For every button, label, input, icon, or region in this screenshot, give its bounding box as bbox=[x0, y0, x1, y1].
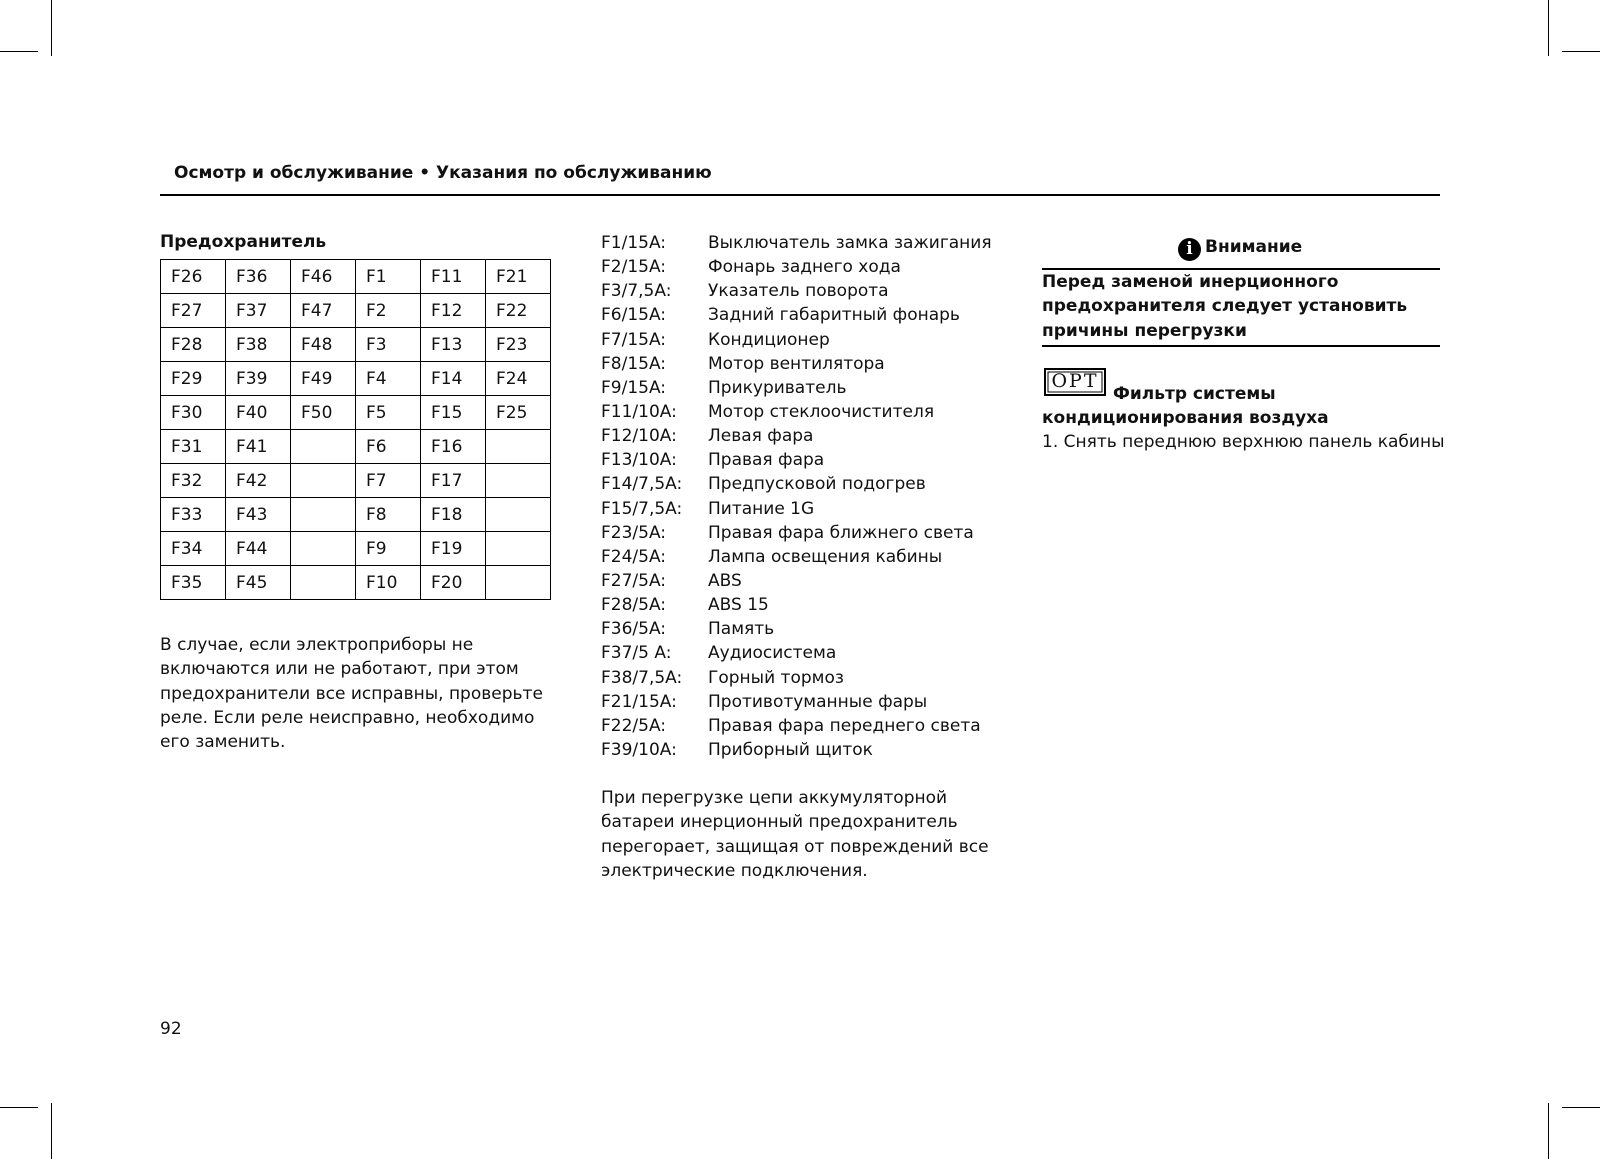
fuse-description: Правая фара ближнего света bbox=[708, 522, 974, 543]
fuse-code: F15/7,5A: bbox=[601, 498, 683, 519]
fuse-description: ABS 15 bbox=[708, 595, 769, 616]
fuse-cell: F3 bbox=[356, 328, 421, 362]
crop-mark bbox=[0, 51, 38, 52]
fuse-cell: F45 bbox=[226, 566, 291, 600]
table-row bbox=[161, 362, 551, 396]
fuse-cell: F12 bbox=[421, 294, 486, 328]
fuse-cell: F25 bbox=[486, 396, 551, 430]
crop-mark bbox=[1562, 51, 1600, 52]
fuse-cell: F15 bbox=[421, 396, 486, 430]
list-item bbox=[601, 593, 992, 617]
fuse-cell: F26 bbox=[161, 260, 226, 294]
fuse-cell: F7 bbox=[356, 464, 421, 498]
fuse-cell: F40 bbox=[226, 396, 291, 430]
list-item bbox=[601, 231, 992, 255]
crop-mark bbox=[1562, 1107, 1600, 1108]
overload-note: При перегрузке цепи аккумуляторной батареи инерционный предохранитель перегорает, защищая от повреждений все электрические подключения. bbox=[601, 788, 989, 881]
fuse-cell: F6 bbox=[356, 430, 421, 464]
fuse-description: Левая фара bbox=[708, 426, 814, 447]
fuse-description: Питание 1G bbox=[708, 498, 815, 519]
fuse-cell: F36 bbox=[226, 260, 291, 294]
list-item bbox=[601, 714, 992, 738]
fuse-cell: F9 bbox=[356, 532, 421, 566]
fuse-cell: F41 bbox=[226, 430, 291, 464]
fuse-cell: F29 bbox=[161, 362, 226, 396]
crop-mark bbox=[51, 0, 52, 56]
fuse-description: Указатель поворота bbox=[708, 281, 889, 302]
fuse-cell: F21 bbox=[486, 260, 551, 294]
fuse-description: Фонарь заднего хода bbox=[708, 257, 901, 278]
fuse-description: Лампа освещения кабины bbox=[708, 546, 943, 567]
fuse-code: F39/10A: bbox=[601, 739, 677, 760]
fuse-code: F24/5A: bbox=[601, 546, 667, 567]
fuse-cell: F22 bbox=[486, 294, 551, 328]
crop-mark bbox=[51, 1103, 52, 1159]
fuse-description: Правая фара переднего света bbox=[708, 715, 981, 736]
fuse-description: Мотор вентилятора bbox=[708, 353, 885, 374]
crop-mark bbox=[0, 1107, 38, 1108]
list-item bbox=[601, 303, 992, 327]
fuse-description: Горный тормоз bbox=[708, 667, 844, 688]
fuse-code: F11/10A: bbox=[601, 401, 677, 422]
page-header-title: Осмотр и обслуживание • Указания по обслуживанию bbox=[174, 163, 712, 183]
fuse-cell: F5 bbox=[356, 396, 421, 430]
fuse-code: F6/15A: bbox=[601, 305, 667, 326]
fuse-cell: F8 bbox=[356, 498, 421, 532]
page-number: 92 bbox=[160, 1019, 182, 1039]
fuse-cell: F48 bbox=[291, 328, 356, 362]
list-item bbox=[601, 400, 992, 424]
list-item bbox=[601, 352, 992, 376]
fuse-cell: F13 bbox=[421, 328, 486, 362]
fuse-description: Предпусковой подогрев bbox=[708, 474, 926, 495]
fuse-cell: F17 bbox=[421, 464, 486, 498]
fuse-cell: F1 bbox=[356, 260, 421, 294]
fuse-code: F2/15A: bbox=[601, 257, 667, 278]
fuse-grid-table bbox=[160, 259, 551, 600]
filter-section-title: Фильтр системы кондиционирования воздуха bbox=[1042, 384, 1329, 429]
fuse-description: Мотор стеклоочистителя bbox=[708, 401, 935, 422]
fuse-cell: F33 bbox=[161, 498, 226, 532]
list-item bbox=[601, 424, 992, 448]
list-item bbox=[601, 376, 992, 400]
fuse-cell: F32 bbox=[161, 464, 226, 498]
fuse-description: Приборный щиток bbox=[708, 739, 873, 760]
fuse-code: F27/5A: bbox=[601, 570, 667, 591]
list-item bbox=[601, 545, 992, 569]
fuse-cell: F20 bbox=[421, 566, 486, 600]
crop-mark bbox=[1548, 0, 1549, 56]
fuse-cell bbox=[486, 464, 551, 498]
opt-badge: OPT bbox=[1044, 368, 1106, 396]
fuse-cell: F49 bbox=[291, 362, 356, 396]
header-rule bbox=[160, 194, 1440, 196]
fuse-cell: F30 bbox=[161, 396, 226, 430]
fuse-code: F12/10A: bbox=[601, 426, 677, 447]
fuse-cell: F31 bbox=[161, 430, 226, 464]
fuse-description: Кондиционер bbox=[708, 329, 830, 350]
fuse-cell: F46 bbox=[291, 260, 356, 294]
fuse-cell: F42 bbox=[226, 464, 291, 498]
fuse-rating-list bbox=[601, 231, 992, 762]
fuse-code: F28/5A: bbox=[601, 595, 667, 616]
fuse-cell: F14 bbox=[421, 362, 486, 396]
fuse-cell: F28 bbox=[161, 328, 226, 362]
fuse-cell: F2 bbox=[356, 294, 421, 328]
fuse-cell bbox=[291, 464, 356, 498]
fuse-code: F1/15A: bbox=[601, 233, 667, 253]
fuse-code: F23/5A: bbox=[601, 522, 667, 543]
list-item bbox=[601, 666, 992, 690]
fuse-code: F8/15A: bbox=[601, 353, 667, 374]
fuse-cell: F19 bbox=[421, 532, 486, 566]
fuse-code: F3/7,5A: bbox=[601, 281, 672, 302]
fuse-code: F37/5 A: bbox=[601, 643, 672, 664]
table-row bbox=[161, 328, 551, 362]
fuse-description: Память bbox=[708, 619, 775, 640]
fuse-cell: F34 bbox=[161, 532, 226, 566]
list-item bbox=[601, 497, 992, 521]
list-item bbox=[601, 521, 992, 545]
fuse-code: F13/10A: bbox=[601, 450, 677, 471]
fuse-description: Аудиосистема bbox=[708, 643, 837, 664]
attention-bottom-rule bbox=[1042, 345, 1440, 347]
fuse-cell bbox=[291, 566, 356, 600]
table-row bbox=[161, 430, 551, 464]
fuse-code: F7/15A: bbox=[601, 329, 667, 350]
fuse-cell: F23 bbox=[486, 328, 551, 362]
table-row bbox=[161, 498, 551, 532]
table-row bbox=[161, 464, 551, 498]
list-item bbox=[601, 690, 992, 714]
fuse-cell bbox=[486, 566, 551, 600]
list-item bbox=[601, 738, 992, 762]
fuse-cell bbox=[486, 430, 551, 464]
fuse-cell: F16 bbox=[421, 430, 486, 464]
list-item bbox=[601, 617, 992, 641]
fuse-description: Противотуманные фары bbox=[708, 691, 928, 712]
fuse-description: Прикуриватель bbox=[708, 377, 847, 398]
fuse-code: F9/15A: bbox=[601, 377, 667, 398]
fuse-cell bbox=[291, 498, 356, 532]
fuse-cell: F4 bbox=[356, 362, 421, 396]
fuse-cell: F37 bbox=[226, 294, 291, 328]
crop-mark bbox=[1548, 1103, 1549, 1159]
fuse-cell: F24 bbox=[486, 362, 551, 396]
fuse-description: Выключатель замка зажигания bbox=[708, 233, 992, 253]
fuse-cell bbox=[291, 532, 356, 566]
fuse-cell: F18 bbox=[421, 498, 486, 532]
fuse-cell bbox=[291, 430, 356, 464]
info-icon: i bbox=[1178, 238, 1201, 261]
list-item bbox=[601, 448, 992, 472]
attention-text: Перед заменой инерционного предохранителя следует установить причины перегрузки bbox=[1042, 272, 1408, 341]
table-row bbox=[161, 532, 551, 566]
fuse-description: Задний габаритный фонарь bbox=[708, 305, 960, 326]
fuse-code: F21/15A: bbox=[601, 691, 677, 712]
fuse-cell: F39 bbox=[226, 362, 291, 396]
list-item bbox=[601, 472, 992, 496]
attention-heading bbox=[1178, 237, 1302, 261]
fuse-cell: F44 bbox=[226, 532, 291, 566]
fuse-code: F38/7,5A: bbox=[601, 667, 683, 688]
fuse-code: F14/7,5A: bbox=[601, 474, 683, 495]
table-row bbox=[161, 294, 551, 328]
fuse-cell: F50 bbox=[291, 396, 356, 430]
filter-step-1: 1. Снять переднюю верхнюю панель кабины bbox=[1042, 432, 1445, 452]
list-item bbox=[601, 255, 992, 279]
attention-title: Внимание bbox=[1205, 237, 1303, 257]
fuse-description: Правая фара bbox=[708, 450, 825, 471]
fuse-code: F36/5A: bbox=[601, 619, 667, 640]
fuse-cell: F10 bbox=[356, 566, 421, 600]
list-item bbox=[601, 328, 992, 352]
fuse-cell: F38 bbox=[226, 328, 291, 362]
fuse-cell bbox=[486, 532, 551, 566]
fuse-cell: F35 bbox=[161, 566, 226, 600]
table-row bbox=[161, 566, 551, 600]
list-item bbox=[601, 641, 992, 665]
table-row bbox=[161, 396, 551, 430]
fuse-cell: F47 bbox=[291, 294, 356, 328]
fuse-cell: F27 bbox=[161, 294, 226, 328]
table-row bbox=[161, 260, 551, 294]
fuse-description: ABS bbox=[708, 570, 742, 591]
list-item bbox=[601, 279, 992, 303]
relay-note: В случае, если электроприборы не включаются или не работают, при этом предохранители все исправны, проверьте реле. Если реле неисправно, необходимо его заменить. bbox=[160, 635, 543, 753]
fuse-code: F22/5A: bbox=[601, 715, 667, 736]
fuse-cell: F11 bbox=[421, 260, 486, 294]
fuse-cell: F43 bbox=[226, 498, 291, 532]
fuse-section-title: Предохранитель bbox=[160, 232, 327, 252]
list-item bbox=[601, 569, 992, 593]
fuse-cell bbox=[486, 498, 551, 532]
